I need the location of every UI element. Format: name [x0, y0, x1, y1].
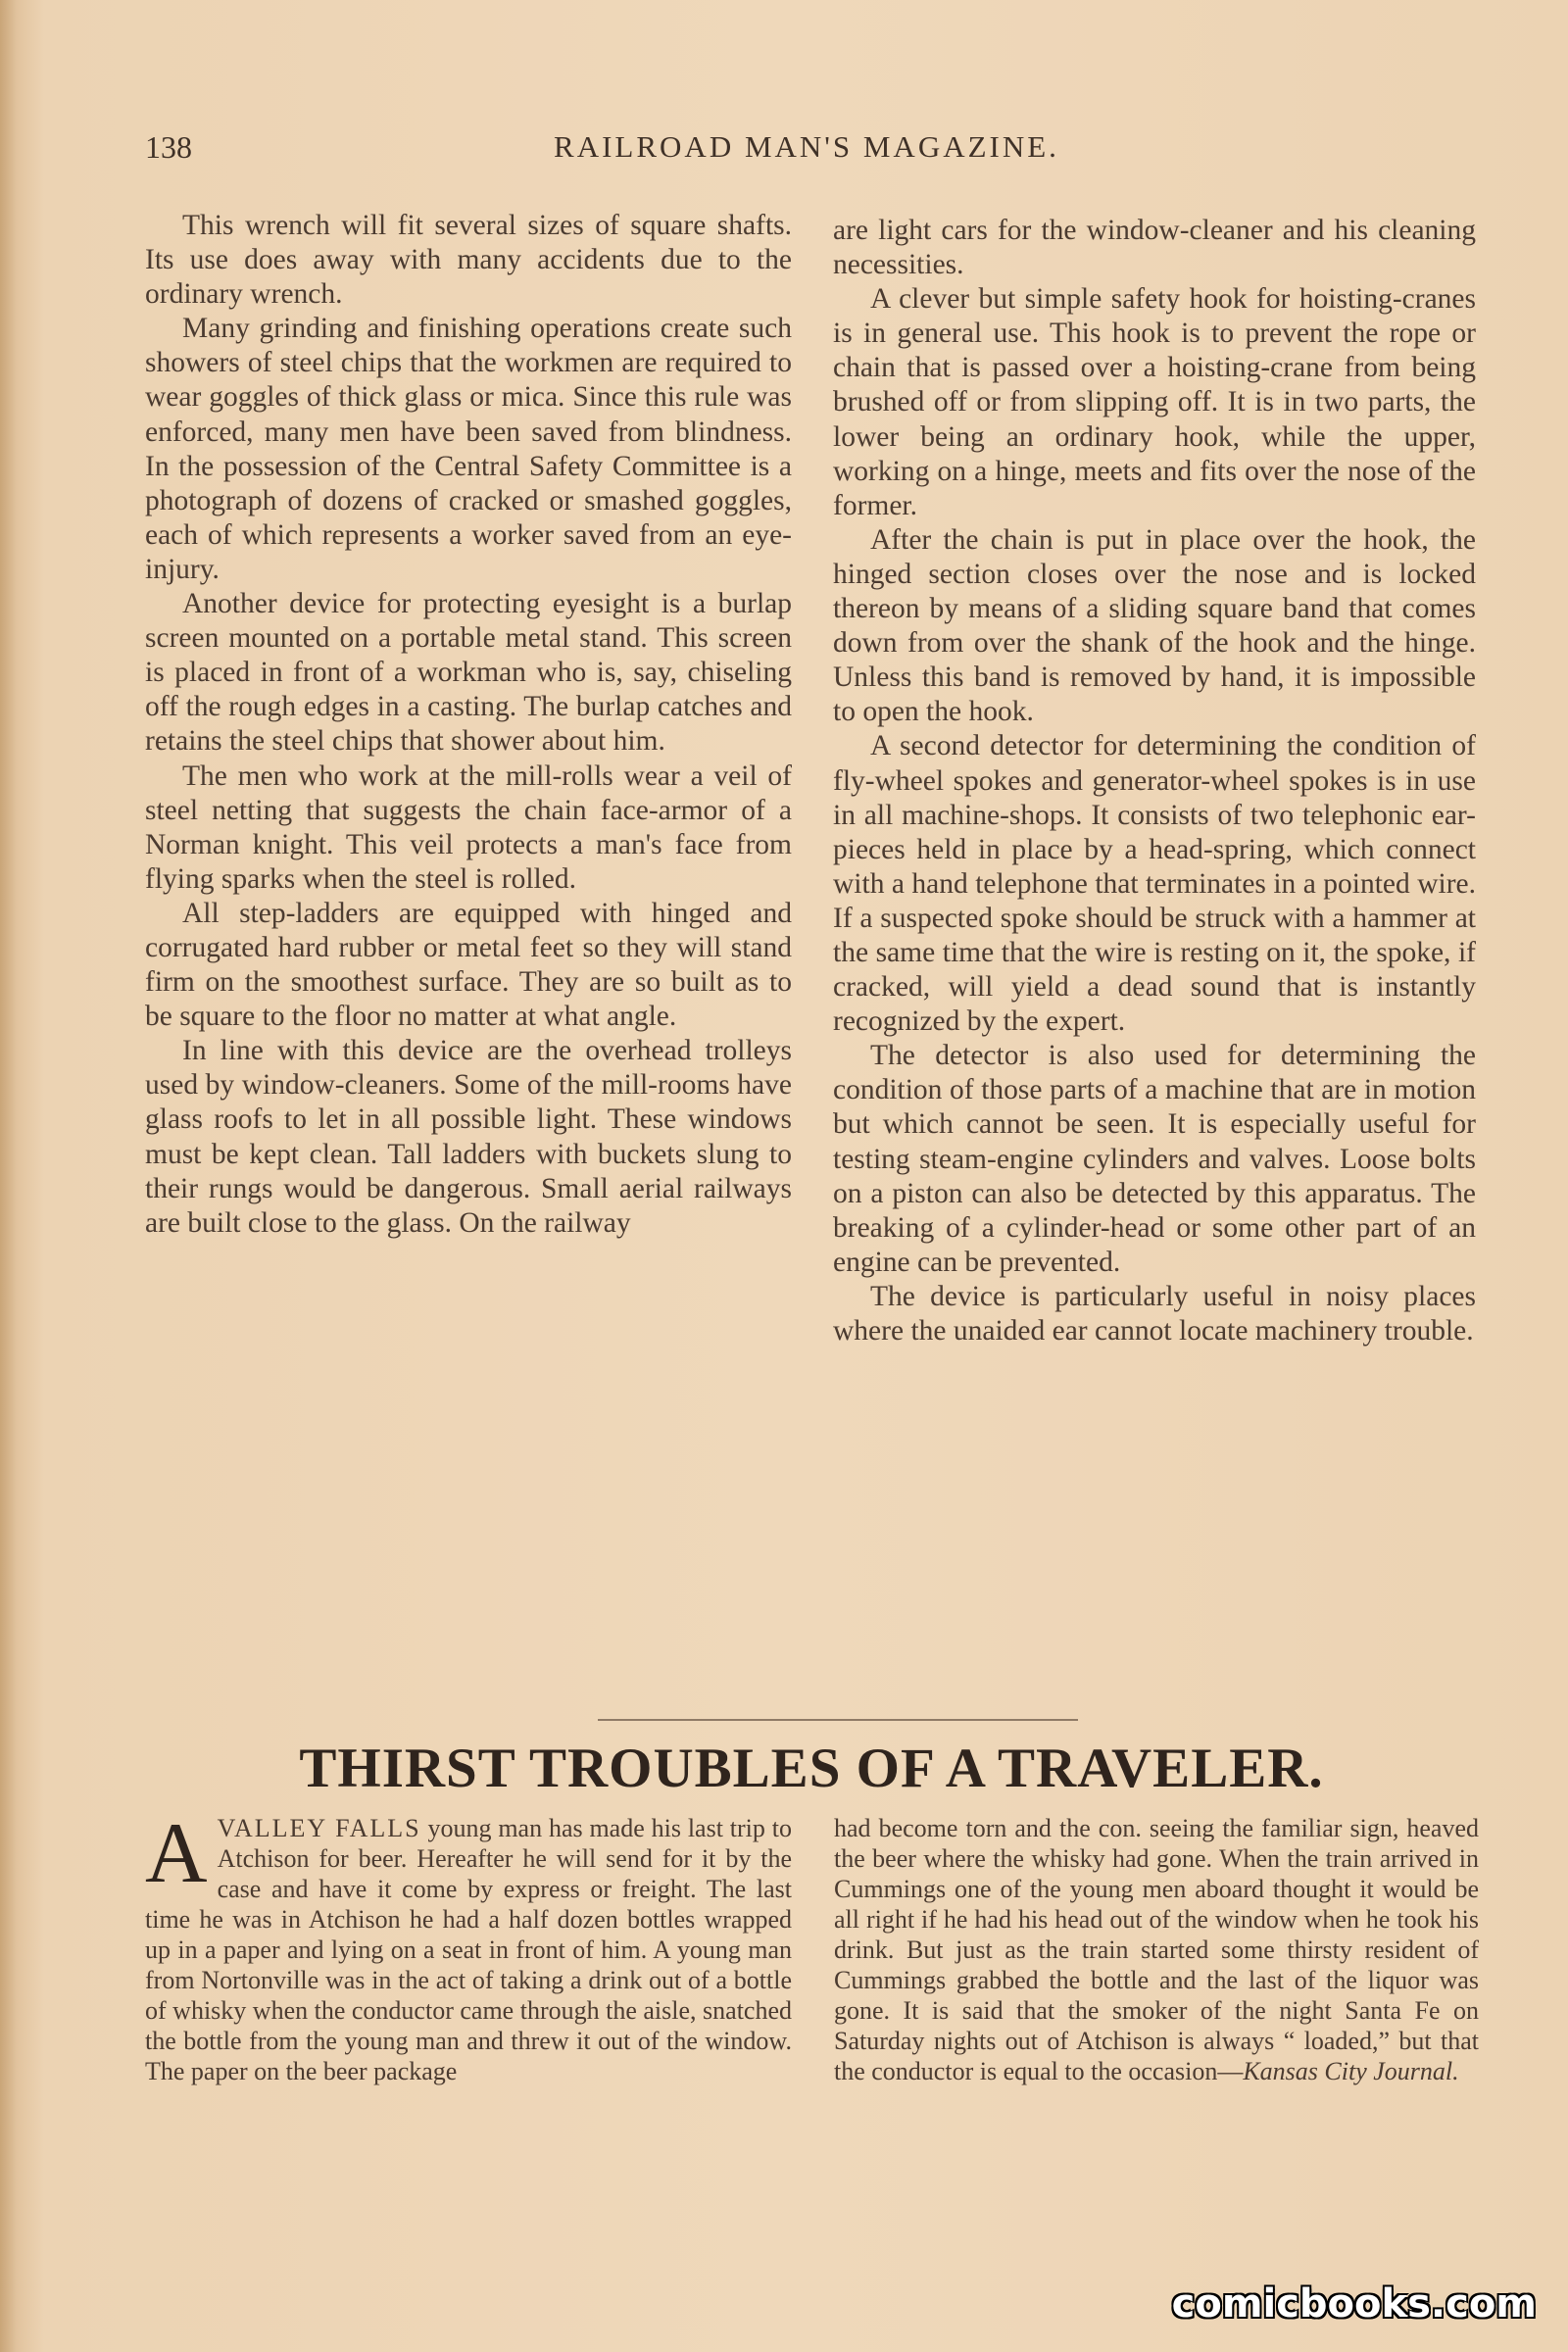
- paragraph: Another device for protecting eyesight is a burlap screen mounted on a portable metal stand. This screen is placed in front of a workman who is, say, chiseling off the rough edges in a casting. The burlap catches and retains the steel chips that shower about him.: [145, 588, 792, 758]
- opening-caps: VALLEY FALLS: [217, 1814, 421, 1842]
- paragraph: The device is particularly useful in noisy places where the unaided ear cannot locate machinery trouble.: [833, 1280, 1476, 1347]
- paragraph: A second detector for determining the condition of fly-wheel spokes and generator-wheel spokes is in use in all machine-shops. It consists of two telephonic ear-pieces held in place by a head-spring, which connect with a hand telephone that terminates in a pointed wire. If a suspected spoke should be struck with a hammer at the same time that the wire is resting on it, the spoke, if cracked, will yield a dead sound that is instantly recognized by the expert.: [833, 730, 1476, 1038]
- paragraph: The detector is also used for determining the condition of those parts of a machine that are in motion but which cannot be seen. It is especially useful for testing steam-engine cylinders and valves. Loose bolts on a piston can also be detected by this apparatus. The breaking of a cylinder-head or some other part of an engine can be prevented.: [833, 1040, 1476, 1278]
- paragraph: Many grinding and finishing operations create such showers of steel chips that the workmen are required to wear goggles of thick glass or mica. Since this rule was enforced, many men have been saved from blindness. In the possession of the Central Safety Committee is a photograph of dozens of cracked or smashed goggles, each of which represents a worker saved from an eye-injury.: [145, 313, 792, 585]
- story-left-column: [145, 1806, 792, 2086]
- paragraph: All step-ladders are equipped with hinged and corrugated hard rubber or metal feet so they will stand firm on the smoothest surface. They are so built as to be square to the floor no matter at what angle.: [145, 897, 792, 1033]
- section-divider: [598, 1719, 1078, 1721]
- paragraph: In line with this device are the overhead trolleys used by window-cleaners. Some of the mill-rooms have glass roofs to let in all possible light. These windows must be kept clean. Tall ladders with buckets slung to their rungs would be dangerous. Small aerial railways are built close to the glass. On the railway: [145, 1035, 792, 1239]
- left-article-column: [145, 209, 792, 1241]
- right-article-column: [833, 214, 1476, 1348]
- source-credit: Kansas City Journal.: [1243, 2057, 1459, 2085]
- paragraph: After the chain is put in place over the hook, the hinged section closes over the nose and is locked thereon by means of a sliding square band that comes down from over the shank of the hook and the hinge. Unless this band is removed by hand, it is impossible to open the hook.: [833, 523, 1476, 728]
- site-watermark: comicbooks.com: [1171, 2281, 1537, 2327]
- story-paragraph: [145, 1806, 792, 2086]
- story-text: young man has made his last trip to Atchison for beer. Hereafter he will send for it by the case and have it come by express or freight. The last time he was in Atchison he had a half dozen bottles wrapped up in a paper and lying on a seat in front of him. A young man from Nortonville was in the act of taking a drink out of a bottle of whisky when the conductor came through the aisle, snatched the bottle from the young man and threw it out of the window. The paper on the beer package: [145, 1814, 792, 2085]
- page-header: [145, 129, 1468, 176]
- paragraph: A clever but simple safety hook for hoisting-cranes is in general use. This hook is to prevent the rope or chain that is passed over a hoisting-crane from being brushed off or from slipping off. It is in two parts, the lower being an ordinary hook, while the upper, working on a hinge, meets and fits over the nose of the former.: [833, 283, 1476, 521]
- paragraph-continuation: are light cars for the window-cleaner and his cleaning necessities.: [833, 215, 1476, 281]
- story-title: THIRST TROUBLES OF A TRAVELER.: [299, 1738, 1324, 1799]
- paragraph: This wrench will fit several sizes of square shafts. Its use does away with many accidents due to the ordinary wrench.: [145, 210, 792, 311]
- story-right-column: [834, 1813, 1479, 2086]
- running-title: RAILROAD MAN'S MAGAZINE.: [554, 129, 1059, 164]
- story-paragraph: [834, 1813, 1479, 2086]
- story-text: had become torn and the con. seeing the familiar sign, heaved the beer where the whisky had gone. When the train arrived in Cummings one of the young men aboard thought it would be all right if he had his head out of the window when he took his drink. But just as the train started some thirsty resident of Cummings grabbed the bottle and the last of the liquor was gone. It is said that the smoker of the night Santa Fe on Saturday nights out of Atchison is always “ loaded,” but that the conductor is equal to the occasion—: [834, 1814, 1479, 2085]
- paragraph: The men who work at the mill-rolls wear a veil of steel netting that suggests the chain face-armor of a Norman knight. This veil protects a man's face from flying sparks when the steel is rolled.: [145, 760, 792, 895]
- page-number: 138: [145, 129, 192, 165]
- drop-cap: A: [145, 1806, 208, 1901]
